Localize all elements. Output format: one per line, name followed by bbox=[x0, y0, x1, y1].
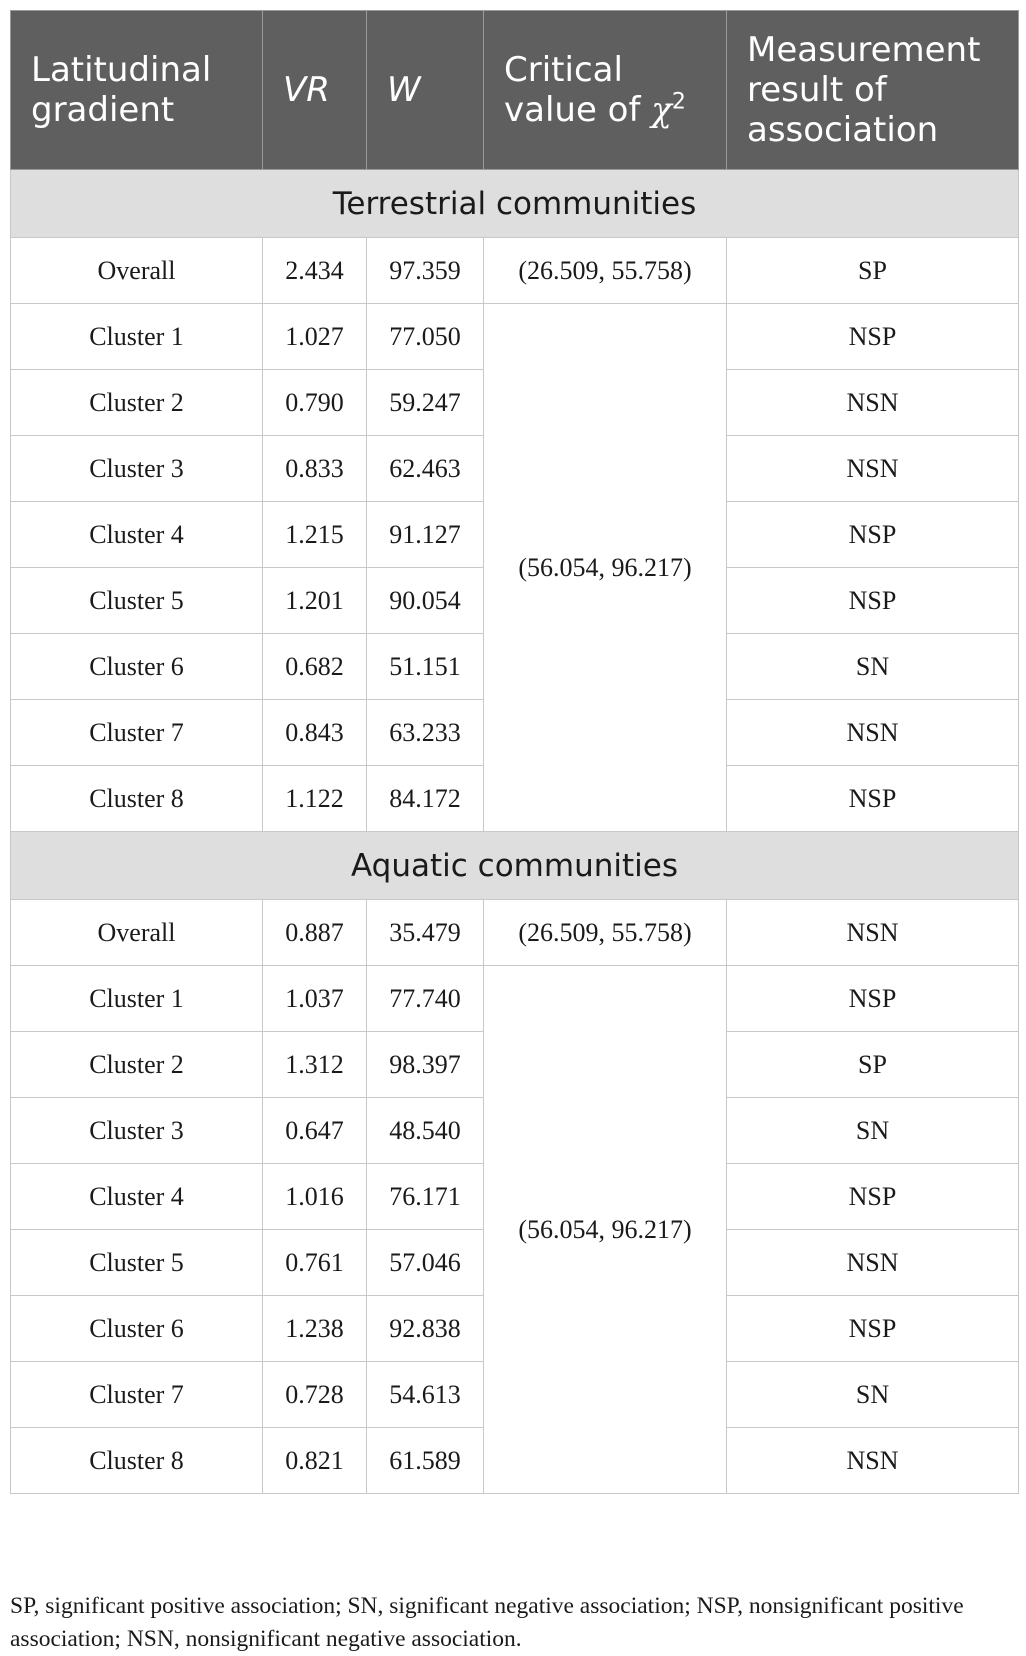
row-label: Cluster 1 bbox=[11, 304, 263, 370]
w-value: 57.046 bbox=[367, 1230, 484, 1296]
row-label: Cluster 3 bbox=[11, 1098, 263, 1164]
header-w: W bbox=[367, 11, 484, 170]
section-title: Terrestrial communities bbox=[11, 170, 1019, 238]
w-value: 48.540 bbox=[367, 1098, 484, 1164]
row-label: Overall bbox=[11, 900, 263, 966]
result-value: NSP bbox=[727, 568, 1019, 634]
result-value: NSP bbox=[727, 1164, 1019, 1230]
vr-value: 1.016 bbox=[263, 1164, 367, 1230]
w-value: 91.127 bbox=[367, 502, 484, 568]
w-value: 77.740 bbox=[367, 966, 484, 1032]
vr-value: 0.682 bbox=[263, 634, 367, 700]
vr-value: 1.027 bbox=[263, 304, 367, 370]
w-value: 51.151 bbox=[367, 634, 484, 700]
vr-value: 0.887 bbox=[263, 900, 367, 966]
section-row bbox=[11, 832, 1019, 900]
row-label: Cluster 6 bbox=[11, 1296, 263, 1362]
w-value: 62.463 bbox=[367, 436, 484, 502]
vr-value: 0.821 bbox=[263, 1428, 367, 1494]
w-value: 63.233 bbox=[367, 700, 484, 766]
result-value: NSN bbox=[727, 900, 1019, 966]
w-value: 98.397 bbox=[367, 1032, 484, 1098]
w-value: 90.054 bbox=[367, 568, 484, 634]
row-label: Cluster 6 bbox=[11, 634, 263, 700]
vr-value: 2.434 bbox=[263, 238, 367, 304]
result-value: NSP bbox=[727, 1296, 1019, 1362]
result-value: SP bbox=[727, 238, 1019, 304]
vr-value: 0.647 bbox=[263, 1098, 367, 1164]
header-row bbox=[11, 11, 1019, 170]
critical-value: (56.054, 96.217) bbox=[484, 304, 727, 832]
section-title: Aquatic communities bbox=[11, 832, 1019, 900]
row-label: Cluster 8 bbox=[11, 1428, 263, 1494]
vr-value: 0.728 bbox=[263, 1362, 367, 1428]
w-value: 92.838 bbox=[367, 1296, 484, 1362]
vr-value: 1.122 bbox=[263, 766, 367, 832]
row-label: Cluster 7 bbox=[11, 1362, 263, 1428]
critical-value: (26.509, 55.758) bbox=[484, 900, 727, 966]
w-value: 54.613 bbox=[367, 1362, 484, 1428]
row-label: Cluster 5 bbox=[11, 1230, 263, 1296]
header-vr: VR bbox=[263, 11, 367, 170]
row-label: Cluster 1 bbox=[11, 966, 263, 1032]
critical-value: (56.054, 96.217) bbox=[484, 966, 727, 1494]
chi-superscript: 2 bbox=[671, 89, 686, 115]
w-value: 77.050 bbox=[367, 304, 484, 370]
table-row bbox=[11, 966, 1019, 1032]
result-value: NSN bbox=[727, 436, 1019, 502]
table-footnote: SP, significant positive association; SN, significant negative association; NSP, nonsignificant positive association; NSN, nonsignificant negative association. bbox=[10, 1593, 964, 1652]
result-value: SN bbox=[727, 1098, 1019, 1164]
row-label: Cluster 5 bbox=[11, 568, 263, 634]
w-value: 35.479 bbox=[367, 900, 484, 966]
result-value: SN bbox=[727, 1362, 1019, 1428]
row-label: Cluster 4 bbox=[11, 502, 263, 568]
result-value: NSN bbox=[727, 700, 1019, 766]
row-label: Overall bbox=[11, 238, 263, 304]
vr-value: 0.833 bbox=[263, 436, 367, 502]
row-label: Cluster 8 bbox=[11, 766, 263, 832]
vr-value: 1.037 bbox=[263, 966, 367, 1032]
critical-value: (26.509, 55.758) bbox=[484, 238, 727, 304]
w-value: 61.589 bbox=[367, 1428, 484, 1494]
result-value: SP bbox=[727, 1032, 1019, 1098]
vr-value: 1.215 bbox=[263, 502, 367, 568]
row-label: Cluster 7 bbox=[11, 700, 263, 766]
table-row bbox=[11, 900, 1019, 966]
header-critical-label: Critical value of bbox=[504, 50, 641, 130]
w-value: 59.247 bbox=[367, 370, 484, 436]
table-row bbox=[11, 238, 1019, 304]
row-label: Cluster 2 bbox=[11, 370, 263, 436]
w-value: 97.359 bbox=[367, 238, 484, 304]
vr-value: 1.201 bbox=[263, 568, 367, 634]
table-body bbox=[11, 170, 1019, 1494]
section-row bbox=[11, 170, 1019, 238]
w-value: 76.171 bbox=[367, 1164, 484, 1230]
row-label: Cluster 2 bbox=[11, 1032, 263, 1098]
vr-value: 1.312 bbox=[263, 1032, 367, 1098]
association-table bbox=[10, 10, 1019, 1494]
row-label: Cluster 3 bbox=[11, 436, 263, 502]
header-critical-value bbox=[484, 11, 727, 170]
result-value: NSP bbox=[727, 304, 1019, 370]
result-value: NSN bbox=[727, 1428, 1019, 1494]
row-label: Cluster 4 bbox=[11, 1164, 263, 1230]
w-value: 84.172 bbox=[367, 766, 484, 832]
result-value: SN bbox=[727, 634, 1019, 700]
header-latitudinal-gradient: Latitudinal gradient bbox=[11, 11, 263, 170]
result-value: NSP bbox=[727, 766, 1019, 832]
vr-value: 0.843 bbox=[263, 700, 367, 766]
vr-value: 1.238 bbox=[263, 1296, 367, 1362]
vr-value: 0.790 bbox=[263, 370, 367, 436]
table-row bbox=[11, 304, 1019, 370]
result-value: NSN bbox=[727, 370, 1019, 436]
result-value: NSP bbox=[727, 502, 1019, 568]
chi-symbol: χ bbox=[651, 90, 672, 130]
result-value: NSP bbox=[727, 966, 1019, 1032]
result-value: NSN bbox=[727, 1230, 1019, 1296]
header-measurement-result: Measurement result of association bbox=[727, 11, 1019, 170]
table-wrapper bbox=[10, 10, 1018, 1494]
vr-value: 0.761 bbox=[263, 1230, 367, 1296]
